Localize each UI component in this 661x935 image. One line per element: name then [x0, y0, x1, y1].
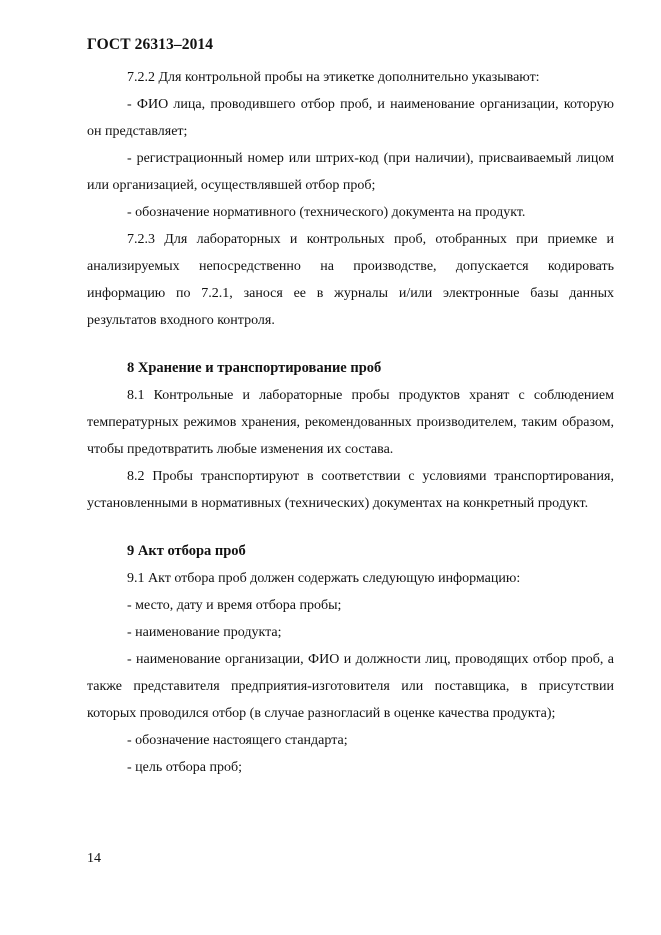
document-body	[87, 64, 614, 781]
section-spacer	[87, 334, 614, 355]
list-item-registration-number: - регистрационный номер или штрих-код (при наличии), присваиваемый лицом или организацией, осуществлявшей отбор проб;	[87, 151, 614, 193]
section-8-title: 8 Хранение и транспортирование проб	[127, 360, 382, 376]
list-item-organization-persons: - наименование организации, ФИО и должности лиц, проводящих отбор проб, а также представителя предприятия-изготовителя или поставщика, в присутствии которых проводился отбор (в случае разногласий в оценке качества продукта);	[87, 652, 614, 721]
list-item-standard-designation: - обозначение настоящего стандарта;	[127, 733, 348, 748]
list-item-fio: - ФИО лица, проводившего отбор проб, и наименование организации, которую он представляет;	[87, 97, 614, 139]
section-spacer	[87, 517, 614, 538]
paragraph-9-1: 9.1 Акт отбора проб должен содержать следующую информацию:	[127, 571, 521, 586]
list-item-place-date-time: - место, дату и время отбора пробы;	[127, 598, 342, 613]
paragraph-8-2: 8.2 Пробы транспортируют в соответствии с условиями транспортирования, установленными в нормативных (технических) документах на конкретный продукт.	[87, 469, 614, 511]
list-item-product-name: - наименование продукта;	[127, 625, 282, 640]
paragraph-7-2-3: 7.2.3 Для лабораторных и контрольных проб, отобранных при приемке и анализируемых непосредственно на производстве, допускается кодировать информацию по 7.2.1, занося ее в журналы и/или электронные базы данных результатов входного контроля.	[87, 232, 614, 328]
list-item-sampling-purpose: - цель отбора проб;	[127, 760, 243, 775]
list-item-normative-document: - обозначение нормативного (технического) документа на продукт.	[127, 205, 526, 220]
document-code-header: ГОСТ 26313–2014	[87, 36, 214, 53]
paragraph-8-1: 8.1 Контрольные и лабораторные пробы продуктов хранят с соблюдением температурных режимов хранения, рекомендованных производителем, таким образом, чтобы предотвратить любые изменения их состава.	[87, 388, 614, 457]
section-9-title: 9 Акт отбора проб	[127, 543, 246, 559]
page-number: 14	[87, 851, 101, 866]
paragraph-7-2-2: 7.2.2 Для контрольной пробы на этикетке дополнительно указывают:	[127, 70, 540, 85]
